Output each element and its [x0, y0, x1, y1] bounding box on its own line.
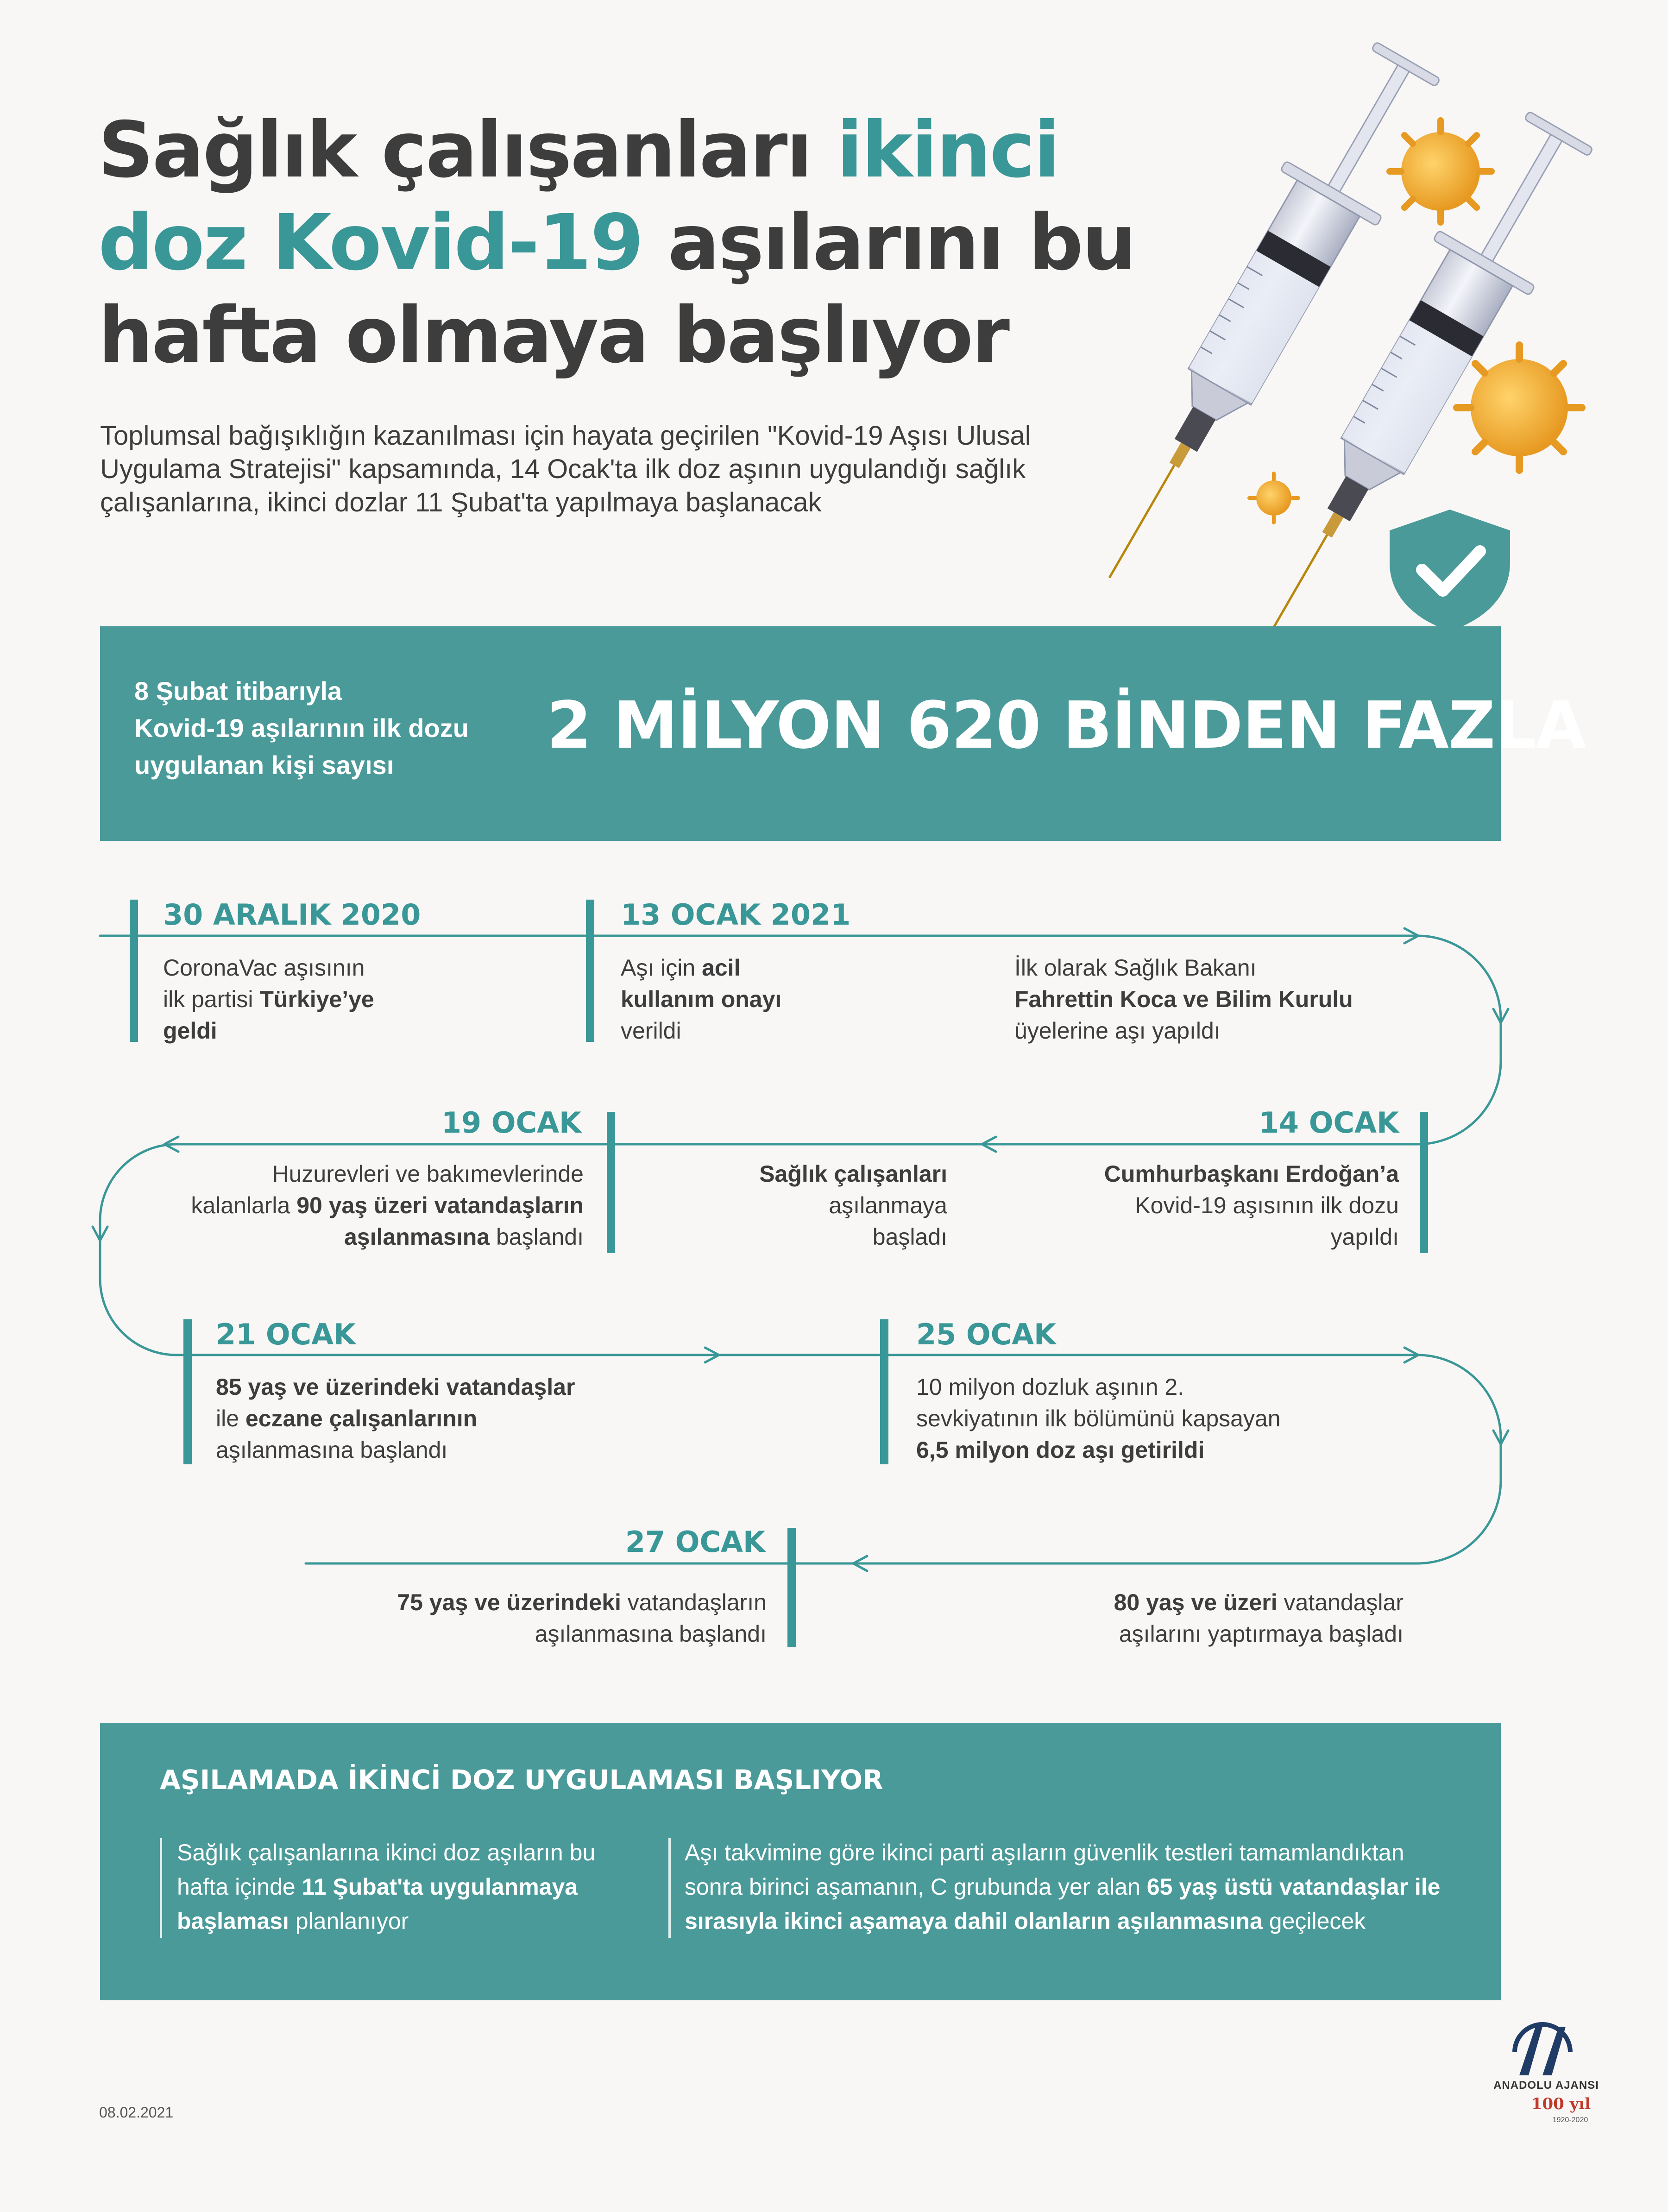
- event-text: Sağlık çalışanları aşılanmaya başladı: [759, 1161, 947, 1250]
- event-date: 13 OCAK 2021: [621, 898, 851, 932]
- event-text: İlk olarak Sağlık Bakanı Fahrettin Koca ve Bilim Kurulu üyelerine aşı yapıldı: [1014, 955, 1353, 1044]
- timeline-marker: [880, 1319, 888, 1464]
- timeline-marker: [586, 900, 594, 1042]
- event-date: 25 OCAK: [916, 1317, 1057, 1351]
- stat-label: 8 Şubat itibarıyla Kovid-19 aşılarının ilk dozu uygulanan kişi sayısı: [134, 676, 469, 780]
- timeline-marker: [607, 1112, 615, 1253]
- logo-name: ANADOLU AJANSI: [1493, 2079, 1599, 2092]
- event-date: 21 OCAK: [216, 1317, 356, 1351]
- info-title: AŞILAMADA İKİNCİ DOZ UYGULAMASI BAŞLIYOR: [160, 1764, 883, 1796]
- info-divider: [668, 1838, 671, 1938]
- event-text: 10 milyon dozluk aşının 2. sevkiyatının ilk bölümünü kapsayan 6,5 milyon doz aşı getirildi: [916, 1374, 1281, 1463]
- event-text: Aşı için acil kullanım onayı verildi: [621, 955, 782, 1044]
- title-part2: aşılarını bu hafta olmaya başlıyor: [98, 198, 1135, 380]
- event-date: 27 OCAK: [625, 1525, 765, 1559]
- event-text: Cumhurbaşkanı Erdoğan’a Kovid-19 aşısının ilk dozu yapıldı: [1104, 1161, 1399, 1250]
- title-part1: Sağlık çalışanları: [98, 106, 837, 195]
- info-divider: [160, 1838, 162, 1938]
- event-date: 14 OCAK: [1259, 1106, 1399, 1140]
- anadolu-logo-icon: [1510, 2020, 1575, 2080]
- timeline-marker: [183, 1319, 192, 1464]
- event-date: 30 ARALIK 2020: [163, 898, 421, 932]
- timeline-marker: [130, 900, 138, 1042]
- title-highlight: ikinci doz Kovid-19: [98, 106, 1059, 288]
- logo-anniversary: 100 yıl: [1531, 2095, 1591, 2113]
- event-text: 80 yaş ve üzeri vatandaşlar aşılarını yaptırmaya başladı: [1114, 1589, 1404, 1647]
- publish-date: 08.02.2021: [99, 2104, 174, 2121]
- info-right-text: Aşı takvimine göre ikinci parti aşıların güvenlik testleri tamamlandıktan sonra birinci aşamanın, C grubunda yer alan 65 yaş üstü vatandaşlar ile sırasıyla ikinci aşamaya dahil olanların aşılanmasına geçilecek: [685, 1840, 1441, 1934]
- event-text: 75 yaş ve üzerindeki vatandaşların aşılanmasına başlandı: [397, 1589, 767, 1647]
- stat-value: 2 MİLYON 620 BİNDEN FAZLA: [547, 688, 1586, 763]
- timeline-marker: [787, 1528, 796, 1647]
- logo-years: 1920-2020: [1552, 2116, 1588, 2124]
- event-text: 85 yaş ve üzerindeki vatandaşlar ile eczane çalışanlarının aşılanmasına başlandı: [216, 1374, 575, 1463]
- info-left-text: Sağlık çalışanlarına ikinci doz aşıların bu hafta içinde 11 Şubat'ta uygulanmaya başlaması planlanıyor: [177, 1840, 596, 1934]
- timeline-marker: [1420, 1112, 1428, 1253]
- event-text: Huzurevleri ve bakımevlerinde kalanlarla 90 yaş üzeri vatandaşların aşılanmasına başlandı: [191, 1161, 584, 1250]
- event-text: CoronaVac aşısının ilk partisi Türkiye’ye geldi: [163, 955, 374, 1044]
- event-date: 19 OCAK: [441, 1106, 581, 1140]
- lede-paragraph: Toplumsal bağışıklığın kazanılması için hayata geçirilen "Kovid-19 Aşısı Ulusal Uygulama Stratejisi" kapsamında, 14 Ocak'ta ilk doz aşının uygulandığı sağlık çalışanlarına, ikinci dozlar 11 Şubat'ta yapılmaya başlanacak: [100, 421, 1031, 517]
